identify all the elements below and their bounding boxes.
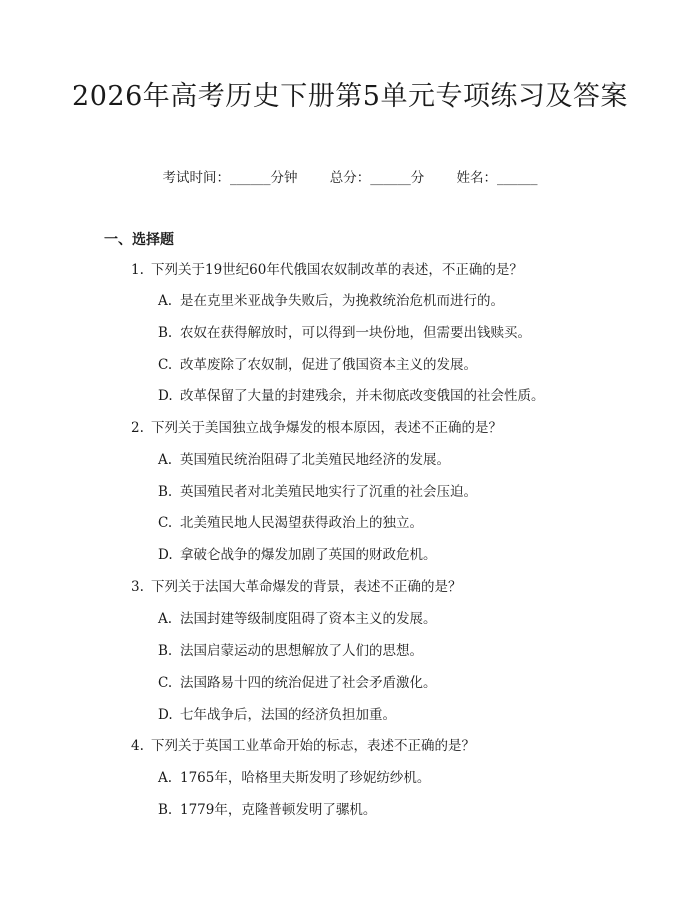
option-letter: A. [158, 293, 173, 309]
option-2a [158, 451, 450, 469]
option-text: 拿破仑战争的爆发加剧了英国的财政危机。 [180, 547, 437, 563]
option-text: 改革保留了大量的封建残余，并未彻底改变俄国的社会性质。 [180, 388, 545, 404]
option-letter: D. [158, 547, 173, 563]
option-3a [158, 610, 437, 628]
option-letter: C. [158, 515, 173, 531]
option-2c [158, 514, 423, 532]
question-number: 3. [131, 579, 144, 595]
option-letter: C. [158, 675, 173, 691]
option-4b [158, 801, 376, 819]
option-letter: B. [158, 484, 173, 500]
option-text: 英国殖民者对北美殖民地实行了沉重的社会压迫。 [180, 484, 477, 500]
question-text: 下列关于英国工业革命开始的标志，表述不正确的是？ [151, 738, 475, 754]
question-number: 1. [131, 262, 144, 278]
question-text: 下列关于法国大革命爆发的背景，表述不正确的是？ [151, 579, 462, 595]
question-number: 4. [131, 738, 144, 754]
option-text: 北美殖民地人民渴望获得政治上的独立。 [180, 515, 423, 531]
option-text: 法国路易十四的统治促进了社会矛盾激化。 [180, 675, 437, 691]
option-1a [158, 292, 504, 310]
question-4 [131, 737, 475, 755]
option-text: 七年战争后，法国的经济负担加重。 [180, 707, 396, 723]
option-text: 是在克里米亚战争失败后，为挽救统治危机而进行的。 [180, 293, 504, 309]
exam-info [0, 169, 700, 187]
option-2d [158, 546, 437, 564]
option-letter: A. [158, 452, 173, 468]
question-1 [131, 261, 523, 279]
option-1d [158, 387, 545, 405]
option-text: 英国殖民统治阻碍了北美殖民地经济的发展。 [180, 452, 450, 468]
option-text: 农奴在获得解放时，可以得到一块份地，但需要出钱赎买。 [180, 325, 531, 341]
option-letter: A. [158, 770, 173, 786]
option-4a [158, 769, 430, 787]
option-3b [158, 642, 423, 660]
page-title: 2026年高考历史下册第5单元专项练习及答案 [72, 81, 628, 112]
option-text: 1765年，哈格里夫斯发明了珍妮纺纱机。 [180, 770, 431, 786]
option-letter: B. [158, 802, 173, 818]
question-number: 2. [131, 420, 144, 436]
option-letter: B. [158, 643, 173, 659]
question-text: 下列关于19世纪60年代俄国农奴制改革的表述，不正确的是？ [151, 262, 523, 278]
option-letter: D. [158, 707, 173, 723]
exam-score: 总分：______分 [329, 170, 425, 186]
option-letter: A. [158, 611, 173, 627]
option-3c [158, 674, 437, 692]
option-3d [158, 706, 396, 724]
question-2 [131, 419, 502, 437]
section-heading: 一、选择题 [104, 232, 174, 248]
option-text: 改革废除了农奴制，促进了俄国资本主义的发展。 [180, 357, 477, 373]
option-text: 1779年，克隆普顿发明了骡机。 [180, 802, 377, 818]
exam-name: 姓名：______ [456, 170, 538, 186]
option-text: 法国启蒙运动的思想解放了人们的思想。 [180, 643, 423, 659]
option-letter: B. [158, 325, 173, 341]
option-letter: C. [158, 357, 173, 373]
option-1b [158, 324, 531, 342]
question-3 [131, 578, 462, 596]
exam-time: 考试时间：______分钟 [162, 170, 298, 186]
option-2b [158, 483, 477, 501]
option-letter: D. [158, 388, 173, 404]
question-text: 下列关于美国独立战争爆发的根本原因，表述不正确的是？ [151, 420, 502, 436]
option-1c [158, 356, 477, 374]
option-text: 法国封建等级制度阻碍了资本主义的发展。 [180, 611, 437, 627]
